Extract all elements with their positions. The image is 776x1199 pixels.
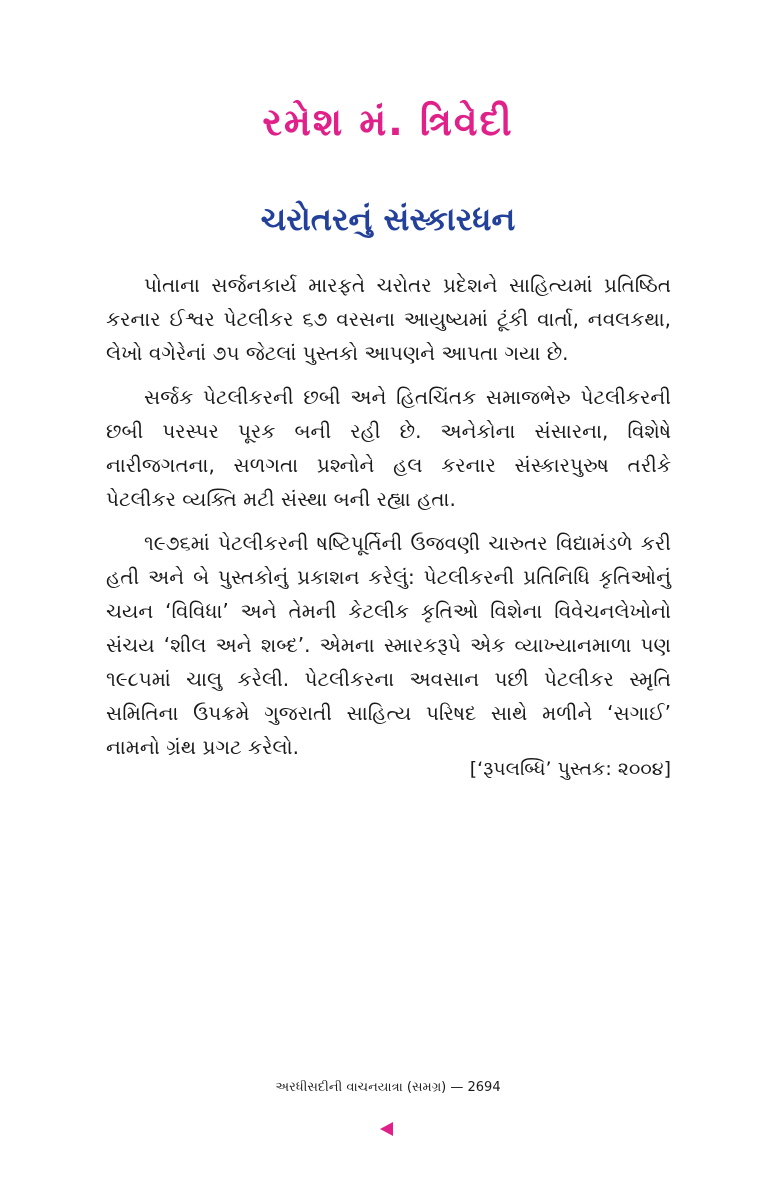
source-citation: [‘રૂપલબ્ધિ’ પુસ્તક: ૨૦૦૪] xyxy=(469,758,671,780)
article-title: ચરોતરનું સંસ્કારધન xyxy=(260,200,516,238)
left-arrow-icon[interactable] xyxy=(380,1122,393,1136)
page-footer: અરધીસદીની વાચનયાત્રા (સમગ્ર) — 2694 xyxy=(275,1080,501,1095)
author-name: રમેશ મં. ત્રિવેદી xyxy=(262,100,514,144)
paragraph-1: પોતાના સર્જનકાર્ય મારફતે ચરોતર પ્રદેશને સાહિત્યમાં પ્રતિષ્ઠિત કરનાર ઈશ્વર પેટલીકર ૬૭ વરસના આયુષ્યમાં ટૂંકી વાર્તા, નવલકથા, લેખો વગેરેનાં ૭૫ જેટલાં પુસ્તકો આપણને આપતા ગયા છે. xyxy=(106,273,671,365)
article-body xyxy=(106,268,671,774)
paragraph-3: ૧૯૭૬માં પેટલીકરની ષષ્ટિપૂર્તિની ઉજવણી ચારુતર વિદ્યામંડળે કરી હતી અને બે પુસ્તકોનું પ્રકાશન કરેલું: પેટલીકરની પ્રતિનિધિ કૃતિઓનું ચયન ‘વિવિધા’ અને તેમની કેટલીક કૃતિઓ વિશેના વિવેચનલેખોનો સંચય ‘શીલ અને શબ્દ’. એમના સ્મારકરૂપે એક વ્યાખ્યાનમાળા પણ ૧૯૮૫માં ચાલુ કરેલી. પેટલીકરના અવસાન પછી પેટલીકર સ્મૃતિ સમિતિના ઉપક્રમે ગુજરાતી સાહિત્ય પરિષદ સાથે મળીને ‘સગાઈ’ નામનો ગ્રંથ પ્રગટ કરેલો. xyxy=(106,531,671,759)
paragraph-2: સર્જક પેટલીકરની છબી અને હિતચિંતક સમાજભેરુ પેટલીકરની છબી પરસ્પર પૂરક બની રહી છે. અનેકોના સંસારના, વિશેષે નારીજગતના, સળગતા પ્રશ્નોને હલ કરનાર સંસ્કારપુરુષ તરીકે પેટલીકર વ્યક્તિ મટી સંસ્થા બની રહ્યા હતા. xyxy=(106,385,671,511)
